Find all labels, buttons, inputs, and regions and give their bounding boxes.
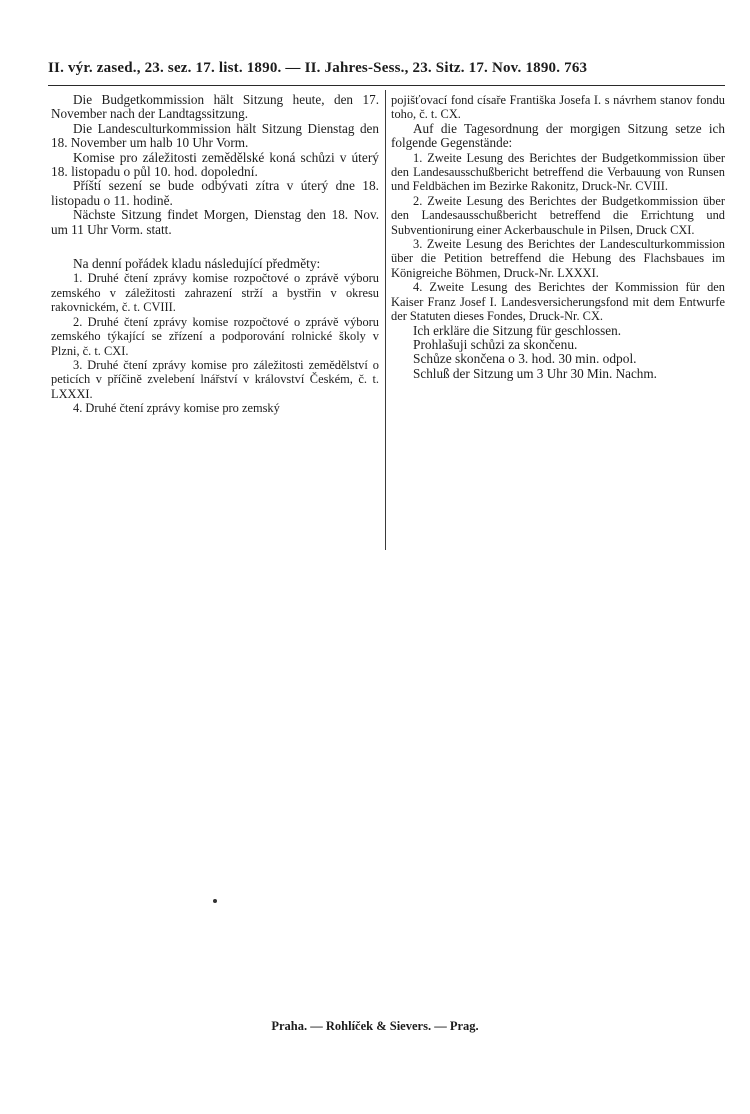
agenda-item-1-de: 1. Zweite Lesung des Berichtes der Budgetkommission über den Landesausschußbericht betreffend die Verbauung von Runsen und Feldbächen im Bezirke Rakonitz, Druck-Nr. CVIII.	[391, 150, 725, 194]
session-end-cz: Schůze skončena o 3. hod. 30 min. odpol.	[413, 351, 637, 367]
agenda-intro-cz: Na denní pořádek kladu následující předměty:	[73, 256, 321, 272]
paragraph-culture-commission: Die Landesculturkommission hält Sitzung Dienstag den 18. November um halb 10 Uhr Vorm.	[51, 120, 379, 151]
agenda-item-4-cz-end: pojišťovací fond císaře Františka Josefa I. s návrhem stanov fondu toho, č. t. CX.	[391, 93, 725, 122]
header-rule	[48, 85, 725, 86]
paragraph-budget-commission: Die Budgetkommission hält Sitzung heute, den 17. November nach der Landtagssitzung.	[51, 92, 379, 122]
agenda-item-2-cz: 2. Druhé čtení zprávy komise rozpočtové o zprávě výboru zemského týkající se zřízení a podporování rolnické školy v Plzni, č. t. CXI.	[51, 314, 379, 358]
ink-speck	[213, 899, 217, 903]
agenda-item-4-de: 4. Zweite Lesung des Berichtes der Kommission für den Kaiser Franz Josef I. Landesversicherungsfond mit dem Entwurfe der Statuten dieses Fondes, Druck-Nr. CX.	[391, 280, 725, 324]
agenda-item-1-cz: 1. Druhé čtení zprávy komise rozpočtové o zprávě výboru zemského v záležitosti zahrazení strží a bystřin v okresu rakovnickém, č. t. CVIII.	[51, 271, 379, 315]
printer-imprint: Praha. — Rohlíček & Sievers. — Prag.	[271, 1019, 479, 1033]
left-column	[51, 93, 379, 416]
paragraph-agriculture-commission-cz: Komise pro záležitosti zemědělské koná schůzi v úterý 18. listopadu o půl 10. hod. dopolední.	[51, 149, 379, 180]
paragraph-next-session-de: Nächste Sitzung findet Morgen, Dienstag den 18. Nov. um 11 Uhr Vorm. statt.	[51, 207, 379, 237]
closing-statement-cz: Prohlašuji schůzi za skončenu.	[413, 336, 578, 352]
column-divider	[385, 90, 386, 550]
closing-statement-de: Ich erkläre die Sitzung für geschlossen.	[413, 322, 621, 338]
agenda-item-2-de: 2. Zweite Lesung des Berichtes der Budgetkommission über den Landesausschußbericht betreffend die Errichtung und Subventionirung einer Ackerbauschule in Pilsen, Druck CXI.	[391, 193, 725, 237]
session-end-de: Schluß der Sitzung um 3 Uhr 30 Min. Nachm.	[413, 365, 657, 381]
agenda-intro-de: Auf die Tagesordnung der morgigen Sitzung setze ich folgende Gegenstände:	[391, 120, 725, 151]
agenda-item-3-cz: 3. Druhé čtení zprávy komise pro záležitosti zemědělství o peticích v příčině zvelebení lnářství v království Českém, č. t. LXXXI.	[51, 357, 379, 401]
right-column	[391, 93, 725, 381]
agenda-item-4-cz-start: 4. Druhé čtení zprávy komise pro zemský	[73, 401, 280, 416]
agenda-item-3-de: 3. Zweite Lesung des Berichtes der Landesculturkommission über die Petition betreffend die Hebung des Flachsbaues im Königreiche Böhmen, Druck-Nr. LXXXI.	[391, 237, 725, 280]
running-header: II. výr. zased., 23. sez. 17. list. 1890. — II. Jahres-Sess., 23. Sitz. 17. Nov. 1890. 763	[48, 60, 588, 76]
paragraph-next-session-cz: Příští sezení se bude odbývati zítra v úterý dne 18. listopadu o 11. hodině.	[51, 178, 379, 208]
